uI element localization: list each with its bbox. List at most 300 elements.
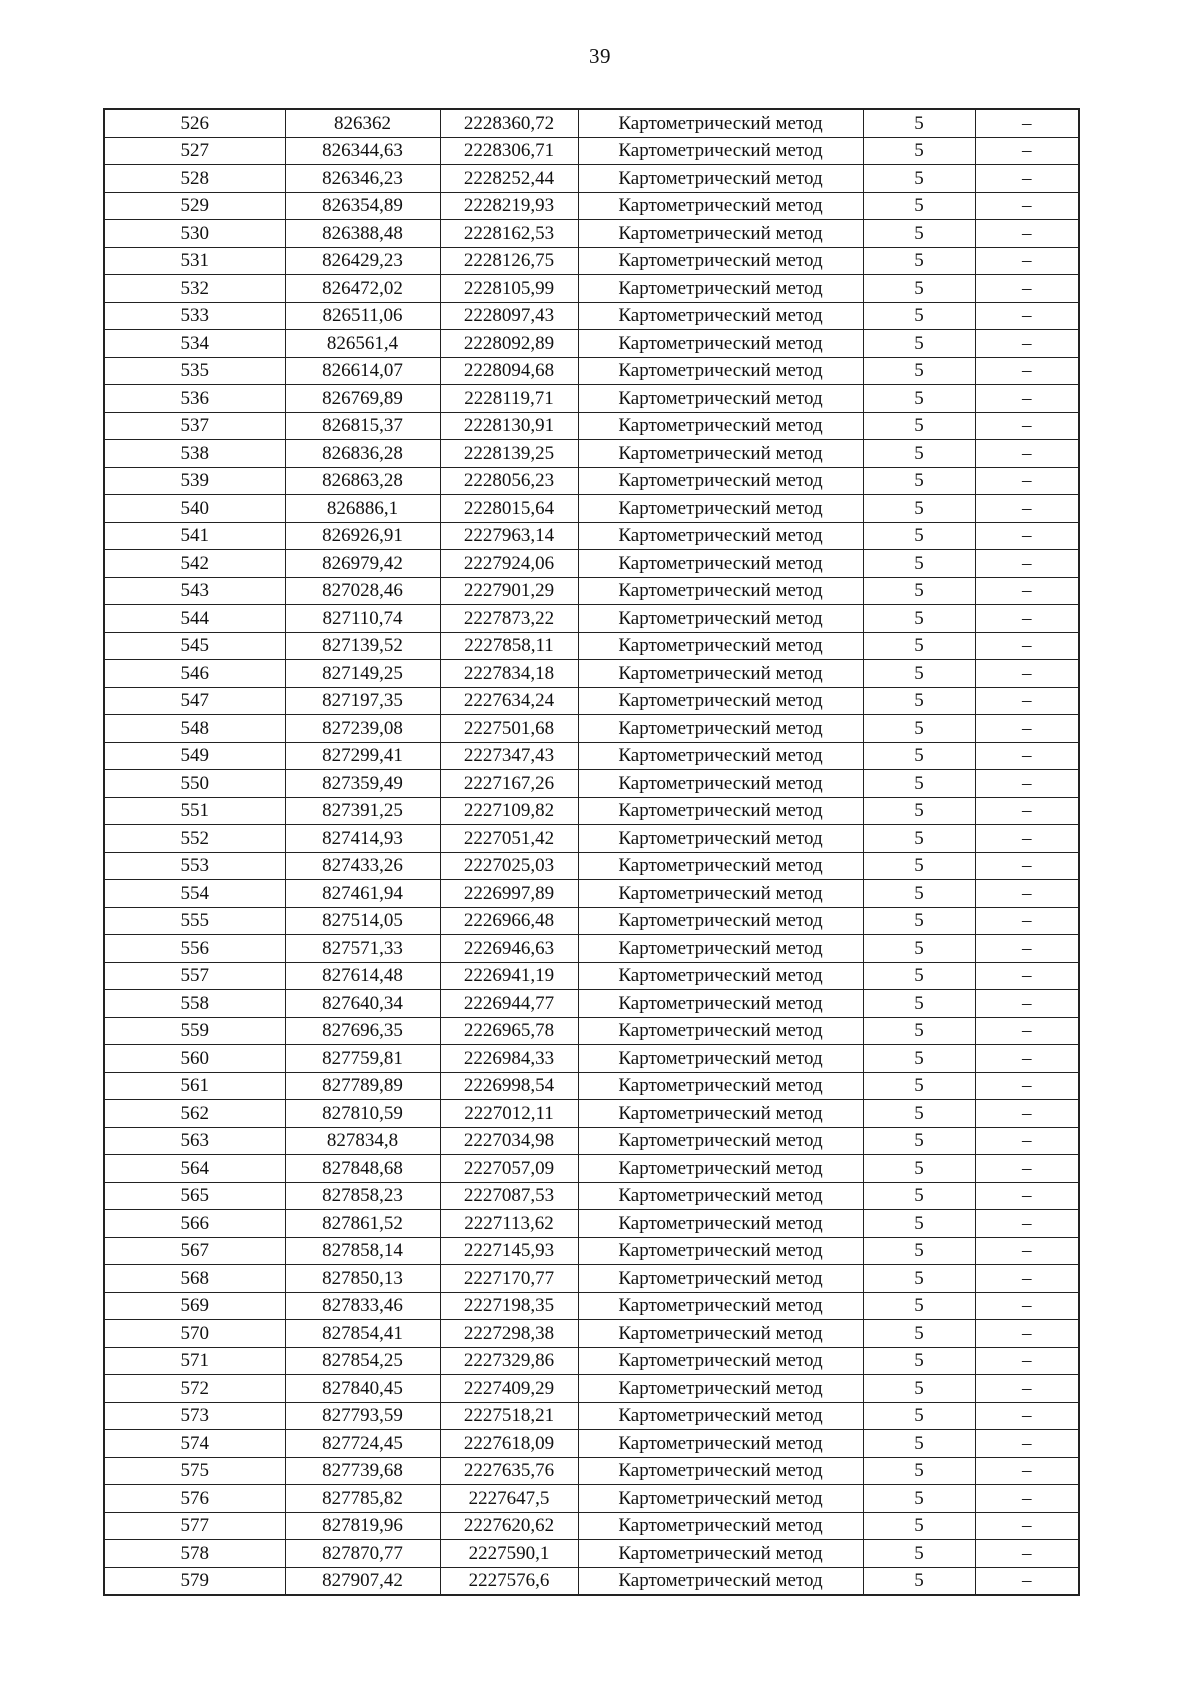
note-cell: – bbox=[975, 990, 1079, 1018]
point-number-cell: 527 bbox=[104, 137, 285, 165]
x-coordinate-cell: 827739,68 bbox=[285, 1457, 440, 1485]
method-cell: Картометрический метод bbox=[578, 412, 863, 440]
point-number-cell: 579 bbox=[104, 1567, 285, 1595]
table-row bbox=[104, 1430, 1079, 1458]
y-coordinate-cell: 2228130,91 bbox=[440, 412, 578, 440]
table-row bbox=[104, 907, 1079, 935]
note-cell: – bbox=[975, 247, 1079, 275]
note-cell: – bbox=[975, 935, 1079, 963]
note-cell: – bbox=[975, 192, 1079, 220]
table-row bbox=[104, 1182, 1079, 1210]
point-number-cell: 568 bbox=[104, 1265, 285, 1293]
method-cell: Картометрический метод bbox=[578, 660, 863, 688]
table-row bbox=[104, 770, 1079, 798]
point-number-cell: 537 bbox=[104, 412, 285, 440]
x-coordinate-cell: 827514,05 bbox=[285, 907, 440, 935]
point-number-cell: 558 bbox=[104, 990, 285, 1018]
accuracy-cell: 5 bbox=[863, 1045, 975, 1073]
x-coordinate-cell: 827391,25 bbox=[285, 797, 440, 825]
y-coordinate-cell: 2226966,48 bbox=[440, 907, 578, 935]
accuracy-cell: 5 bbox=[863, 907, 975, 935]
table-row bbox=[104, 1402, 1079, 1430]
x-coordinate-cell: 827724,45 bbox=[285, 1430, 440, 1458]
method-cell: Картометрический метод bbox=[578, 742, 863, 770]
y-coordinate-cell: 2227647,5 bbox=[440, 1485, 578, 1513]
note-cell: – bbox=[975, 1457, 1079, 1485]
point-number-cell: 567 bbox=[104, 1237, 285, 1265]
method-cell: Картометрический метод bbox=[578, 1347, 863, 1375]
method-cell: Картометрический метод bbox=[578, 605, 863, 633]
y-coordinate-cell: 2228139,25 bbox=[440, 440, 578, 468]
y-coordinate-cell: 2226946,63 bbox=[440, 935, 578, 963]
point-number-cell: 569 bbox=[104, 1292, 285, 1320]
method-cell: Картометрический метод bbox=[578, 1017, 863, 1045]
y-coordinate-cell: 2228162,53 bbox=[440, 220, 578, 248]
y-coordinate-cell: 2227518,21 bbox=[440, 1402, 578, 1430]
x-coordinate-cell: 826344,63 bbox=[285, 137, 440, 165]
table-row bbox=[104, 1347, 1079, 1375]
table-row bbox=[104, 1540, 1079, 1568]
y-coordinate-cell: 2227145,93 bbox=[440, 1237, 578, 1265]
accuracy-cell: 5 bbox=[863, 137, 975, 165]
note-cell: – bbox=[975, 715, 1079, 743]
point-number-cell: 555 bbox=[104, 907, 285, 935]
table-row bbox=[104, 1375, 1079, 1403]
point-number-cell: 536 bbox=[104, 385, 285, 413]
method-cell: Картометрический метод bbox=[578, 1182, 863, 1210]
accuracy-cell: 5 bbox=[863, 1017, 975, 1045]
note-cell: – bbox=[975, 825, 1079, 853]
method-cell: Картометрический метод bbox=[578, 825, 863, 853]
point-number-cell: 559 bbox=[104, 1017, 285, 1045]
table-row bbox=[104, 550, 1079, 578]
y-coordinate-cell: 2228306,71 bbox=[440, 137, 578, 165]
accuracy-cell: 5 bbox=[863, 962, 975, 990]
method-cell: Картометрический метод bbox=[578, 1127, 863, 1155]
note-cell: – bbox=[975, 1100, 1079, 1128]
note-cell: – bbox=[975, 1512, 1079, 1540]
point-number-cell: 540 bbox=[104, 495, 285, 523]
note-cell: – bbox=[975, 1320, 1079, 1348]
point-number-cell: 554 bbox=[104, 880, 285, 908]
note-cell: – bbox=[975, 137, 1079, 165]
y-coordinate-cell: 2226998,54 bbox=[440, 1072, 578, 1100]
x-coordinate-cell: 827833,46 bbox=[285, 1292, 440, 1320]
accuracy-cell: 5 bbox=[863, 742, 975, 770]
point-number-cell: 543 bbox=[104, 577, 285, 605]
point-number-cell: 546 bbox=[104, 660, 285, 688]
table-row bbox=[104, 1155, 1079, 1183]
y-coordinate-cell: 2227113,62 bbox=[440, 1210, 578, 1238]
point-number-cell: 571 bbox=[104, 1347, 285, 1375]
y-coordinate-cell: 2227576,6 bbox=[440, 1567, 578, 1595]
method-cell: Картометрический метод bbox=[578, 1457, 863, 1485]
accuracy-cell: 5 bbox=[863, 1375, 975, 1403]
point-number-cell: 576 bbox=[104, 1485, 285, 1513]
y-coordinate-cell: 2228219,93 bbox=[440, 192, 578, 220]
y-coordinate-cell: 2228097,43 bbox=[440, 302, 578, 330]
accuracy-cell: 5 bbox=[863, 880, 975, 908]
table-row bbox=[104, 109, 1079, 137]
y-coordinate-cell: 2227501,68 bbox=[440, 715, 578, 743]
x-coordinate-cell: 827696,35 bbox=[285, 1017, 440, 1045]
y-coordinate-cell: 2228360,72 bbox=[440, 109, 578, 137]
accuracy-cell: 5 bbox=[863, 1072, 975, 1100]
point-number-cell: 575 bbox=[104, 1457, 285, 1485]
point-number-cell: 552 bbox=[104, 825, 285, 853]
method-cell: Картометрический метод bbox=[578, 687, 863, 715]
method-cell: Картометрический метод bbox=[578, 109, 863, 137]
method-cell: Картометрический метод bbox=[578, 550, 863, 578]
x-coordinate-cell: 827149,25 bbox=[285, 660, 440, 688]
point-number-cell: 560 bbox=[104, 1045, 285, 1073]
accuracy-cell: 5 bbox=[863, 1182, 975, 1210]
x-coordinate-cell: 827433,26 bbox=[285, 852, 440, 880]
x-coordinate-cell: 826388,48 bbox=[285, 220, 440, 248]
note-cell: – bbox=[975, 632, 1079, 660]
note-cell: – bbox=[975, 1430, 1079, 1458]
y-coordinate-cell: 2227167,26 bbox=[440, 770, 578, 798]
note-cell: – bbox=[975, 1210, 1079, 1238]
method-cell: Картометрический метод bbox=[578, 962, 863, 990]
accuracy-cell: 5 bbox=[863, 1457, 975, 1485]
note-cell: – bbox=[975, 1402, 1079, 1430]
note-cell: – bbox=[975, 1540, 1079, 1568]
x-coordinate-cell: 827854,25 bbox=[285, 1347, 440, 1375]
point-number-cell: 549 bbox=[104, 742, 285, 770]
x-coordinate-cell: 827571,33 bbox=[285, 935, 440, 963]
method-cell: Картометрический метод bbox=[578, 1292, 863, 1320]
x-coordinate-cell: 827858,23 bbox=[285, 1182, 440, 1210]
x-coordinate-cell: 827759,81 bbox=[285, 1045, 440, 1073]
note-cell: – bbox=[975, 797, 1079, 825]
x-coordinate-cell: 827785,82 bbox=[285, 1485, 440, 1513]
method-cell: Картометрический метод bbox=[578, 770, 863, 798]
x-coordinate-cell: 827858,14 bbox=[285, 1237, 440, 1265]
point-number-cell: 572 bbox=[104, 1375, 285, 1403]
table-row bbox=[104, 577, 1079, 605]
point-number-cell: 535 bbox=[104, 357, 285, 385]
method-cell: Картометрический метод bbox=[578, 1155, 863, 1183]
table-row bbox=[104, 1237, 1079, 1265]
table-row bbox=[104, 880, 1079, 908]
table-row bbox=[104, 1127, 1079, 1155]
point-number-cell: 577 bbox=[104, 1512, 285, 1540]
accuracy-cell: 5 bbox=[863, 1540, 975, 1568]
y-coordinate-cell: 2227087,53 bbox=[440, 1182, 578, 1210]
x-coordinate-cell: 827850,13 bbox=[285, 1265, 440, 1293]
method-cell: Картометрический метод bbox=[578, 1540, 863, 1568]
point-number-cell: 553 bbox=[104, 852, 285, 880]
y-coordinate-cell: 2226941,19 bbox=[440, 962, 578, 990]
method-cell: Картометрический метод bbox=[578, 220, 863, 248]
accuracy-cell: 5 bbox=[863, 1210, 975, 1238]
note-cell: – bbox=[975, 522, 1079, 550]
table-row bbox=[104, 192, 1079, 220]
x-coordinate-cell: 827789,89 bbox=[285, 1072, 440, 1100]
x-coordinate-cell: 827359,49 bbox=[285, 770, 440, 798]
method-cell: Картометрический метод bbox=[578, 577, 863, 605]
method-cell: Картометрический метод bbox=[578, 137, 863, 165]
x-coordinate-cell: 827414,93 bbox=[285, 825, 440, 853]
y-coordinate-cell: 2227409,29 bbox=[440, 1375, 578, 1403]
table-row bbox=[104, 1457, 1079, 1485]
y-coordinate-cell: 2226965,78 bbox=[440, 1017, 578, 1045]
note-cell: – bbox=[975, 275, 1079, 303]
note-cell: – bbox=[975, 1127, 1079, 1155]
table-row bbox=[104, 1210, 1079, 1238]
x-coordinate-cell: 827870,77 bbox=[285, 1540, 440, 1568]
note-cell: – bbox=[975, 687, 1079, 715]
method-cell: Картометрический метод bbox=[578, 1045, 863, 1073]
accuracy-cell: 5 bbox=[863, 1402, 975, 1430]
point-number-cell: 548 bbox=[104, 715, 285, 743]
x-coordinate-cell: 826362 bbox=[285, 109, 440, 137]
accuracy-cell: 5 bbox=[863, 935, 975, 963]
y-coordinate-cell: 2227170,77 bbox=[440, 1265, 578, 1293]
method-cell: Картометрический метод bbox=[578, 1375, 863, 1403]
y-coordinate-cell: 2227051,42 bbox=[440, 825, 578, 853]
table-row bbox=[104, 412, 1079, 440]
note-cell: – bbox=[975, 1155, 1079, 1183]
method-cell: Картометрический метод bbox=[578, 495, 863, 523]
accuracy-cell: 5 bbox=[863, 109, 975, 137]
point-number-cell: 541 bbox=[104, 522, 285, 550]
method-cell: Картометрический метод bbox=[578, 852, 863, 880]
table-row bbox=[104, 1072, 1079, 1100]
point-number-cell: 574 bbox=[104, 1430, 285, 1458]
table-row bbox=[104, 1292, 1079, 1320]
accuracy-cell: 5 bbox=[863, 852, 975, 880]
y-coordinate-cell: 2227198,35 bbox=[440, 1292, 578, 1320]
x-coordinate-cell: 826836,28 bbox=[285, 440, 440, 468]
accuracy-cell: 5 bbox=[863, 440, 975, 468]
y-coordinate-cell: 2227873,22 bbox=[440, 605, 578, 633]
accuracy-cell: 5 bbox=[863, 1430, 975, 1458]
x-coordinate-cell: 826863,28 bbox=[285, 467, 440, 495]
x-coordinate-cell: 827848,68 bbox=[285, 1155, 440, 1183]
y-coordinate-cell: 2227634,24 bbox=[440, 687, 578, 715]
method-cell: Картометрический метод bbox=[578, 715, 863, 743]
table-row bbox=[104, 440, 1079, 468]
x-coordinate-cell: 827854,41 bbox=[285, 1320, 440, 1348]
x-coordinate-cell: 826429,23 bbox=[285, 247, 440, 275]
x-coordinate-cell: 826561,4 bbox=[285, 330, 440, 358]
accuracy-cell: 5 bbox=[863, 1485, 975, 1513]
method-cell: Картометрический метод bbox=[578, 935, 863, 963]
note-cell: – bbox=[975, 385, 1079, 413]
method-cell: Картометрический метод bbox=[578, 330, 863, 358]
method-cell: Картометрический метод bbox=[578, 1072, 863, 1100]
method-cell: Картометрический метод bbox=[578, 1210, 863, 1238]
method-cell: Картометрический метод bbox=[578, 440, 863, 468]
point-number-cell: 528 bbox=[104, 165, 285, 193]
y-coordinate-cell: 2228015,64 bbox=[440, 495, 578, 523]
y-coordinate-cell: 2226997,89 bbox=[440, 880, 578, 908]
table-row bbox=[104, 137, 1079, 165]
x-coordinate-cell: 827640,34 bbox=[285, 990, 440, 1018]
accuracy-cell: 5 bbox=[863, 522, 975, 550]
accuracy-cell: 5 bbox=[863, 1100, 975, 1128]
y-coordinate-cell: 2227329,86 bbox=[440, 1347, 578, 1375]
coordinates-table-body bbox=[104, 109, 1079, 1595]
note-cell: – bbox=[975, 770, 1079, 798]
table-row bbox=[104, 687, 1079, 715]
x-coordinate-cell: 827139,52 bbox=[285, 632, 440, 660]
note-cell: – bbox=[975, 440, 1079, 468]
table-row bbox=[104, 220, 1079, 248]
accuracy-cell: 5 bbox=[863, 1292, 975, 1320]
x-coordinate-cell: 827861,52 bbox=[285, 1210, 440, 1238]
point-number-cell: 530 bbox=[104, 220, 285, 248]
y-coordinate-cell: 2228056,23 bbox=[440, 467, 578, 495]
note-cell: – bbox=[975, 495, 1079, 523]
page-number: 39 bbox=[589, 44, 611, 68]
method-cell: Картометрический метод bbox=[578, 1567, 863, 1595]
method-cell: Картометрический метод bbox=[578, 522, 863, 550]
note-cell: – bbox=[975, 1265, 1079, 1293]
table-row bbox=[104, 962, 1079, 990]
y-coordinate-cell: 2228092,89 bbox=[440, 330, 578, 358]
y-coordinate-cell: 2227924,06 bbox=[440, 550, 578, 578]
point-number-cell: 563 bbox=[104, 1127, 285, 1155]
accuracy-cell: 5 bbox=[863, 715, 975, 743]
point-number-cell: 551 bbox=[104, 797, 285, 825]
note-cell: – bbox=[975, 302, 1079, 330]
y-coordinate-cell: 2227834,18 bbox=[440, 660, 578, 688]
accuracy-cell: 5 bbox=[863, 1265, 975, 1293]
accuracy-cell: 5 bbox=[863, 687, 975, 715]
note-cell: – bbox=[975, 165, 1079, 193]
accuracy-cell: 5 bbox=[863, 1347, 975, 1375]
table-row bbox=[104, 1512, 1079, 1540]
accuracy-cell: 5 bbox=[863, 220, 975, 248]
method-cell: Картометрический метод bbox=[578, 165, 863, 193]
accuracy-cell: 5 bbox=[863, 165, 975, 193]
method-cell: Картометрический метод bbox=[578, 1512, 863, 1540]
note-cell: – bbox=[975, 880, 1079, 908]
accuracy-cell: 5 bbox=[863, 467, 975, 495]
method-cell: Картометрический метод bbox=[578, 1100, 863, 1128]
point-number-cell: 573 bbox=[104, 1402, 285, 1430]
note-cell: – bbox=[975, 1292, 1079, 1320]
method-cell: Картометрический метод bbox=[578, 907, 863, 935]
coordinates-table bbox=[103, 108, 1080, 1596]
x-coordinate-cell: 826354,89 bbox=[285, 192, 440, 220]
table-row bbox=[104, 1485, 1079, 1513]
point-number-cell: 566 bbox=[104, 1210, 285, 1238]
table-row bbox=[104, 825, 1079, 853]
x-coordinate-cell: 827819,96 bbox=[285, 1512, 440, 1540]
accuracy-cell: 5 bbox=[863, 247, 975, 275]
point-number-cell: 557 bbox=[104, 962, 285, 990]
method-cell: Картометрический метод bbox=[578, 632, 863, 660]
method-cell: Картометрический метод bbox=[578, 990, 863, 1018]
accuracy-cell: 5 bbox=[863, 1155, 975, 1183]
note-cell: – bbox=[975, 1347, 1079, 1375]
accuracy-cell: 5 bbox=[863, 577, 975, 605]
method-cell: Картометрический метод bbox=[578, 1265, 863, 1293]
point-number-cell: 526 bbox=[104, 109, 285, 137]
point-number-cell: 545 bbox=[104, 632, 285, 660]
accuracy-cell: 5 bbox=[863, 302, 975, 330]
table-row bbox=[104, 797, 1079, 825]
x-coordinate-cell: 827197,35 bbox=[285, 687, 440, 715]
note-cell: – bbox=[975, 1567, 1079, 1595]
method-cell: Картометрический метод bbox=[578, 1485, 863, 1513]
point-number-cell: 532 bbox=[104, 275, 285, 303]
note-cell: – bbox=[975, 1017, 1079, 1045]
table-row bbox=[104, 1567, 1079, 1595]
x-coordinate-cell: 827834,8 bbox=[285, 1127, 440, 1155]
y-coordinate-cell: 2227901,29 bbox=[440, 577, 578, 605]
note-cell: – bbox=[975, 907, 1079, 935]
accuracy-cell: 5 bbox=[863, 1512, 975, 1540]
table-row bbox=[104, 935, 1079, 963]
y-coordinate-cell: 2228119,71 bbox=[440, 385, 578, 413]
accuracy-cell: 5 bbox=[863, 605, 975, 633]
x-coordinate-cell: 826926,91 bbox=[285, 522, 440, 550]
note-cell: – bbox=[975, 962, 1079, 990]
note-cell: – bbox=[975, 1485, 1079, 1513]
point-number-cell: 547 bbox=[104, 687, 285, 715]
accuracy-cell: 5 bbox=[863, 385, 975, 413]
method-cell: Картометрический метод bbox=[578, 357, 863, 385]
point-number-cell: 550 bbox=[104, 770, 285, 798]
note-cell: – bbox=[975, 330, 1079, 358]
y-coordinate-cell: 2227057,09 bbox=[440, 1155, 578, 1183]
point-number-cell: 578 bbox=[104, 1540, 285, 1568]
y-coordinate-cell: 2226944,77 bbox=[440, 990, 578, 1018]
y-coordinate-cell: 2228252,44 bbox=[440, 165, 578, 193]
table-row bbox=[104, 357, 1079, 385]
accuracy-cell: 5 bbox=[863, 770, 975, 798]
method-cell: Картометрический метод bbox=[578, 275, 863, 303]
table-row bbox=[104, 742, 1079, 770]
y-coordinate-cell: 2227012,11 bbox=[440, 1100, 578, 1128]
accuracy-cell: 5 bbox=[863, 1237, 975, 1265]
x-coordinate-cell: 826511,06 bbox=[285, 302, 440, 330]
table-row bbox=[104, 247, 1079, 275]
point-number-cell: 565 bbox=[104, 1182, 285, 1210]
x-coordinate-cell: 827299,41 bbox=[285, 742, 440, 770]
accuracy-cell: 5 bbox=[863, 495, 975, 523]
note-cell: – bbox=[975, 1375, 1079, 1403]
note-cell: – bbox=[975, 1182, 1079, 1210]
y-coordinate-cell: 2227347,43 bbox=[440, 742, 578, 770]
method-cell: Картометрический метод bbox=[578, 1430, 863, 1458]
accuracy-cell: 5 bbox=[863, 330, 975, 358]
note-cell: – bbox=[975, 467, 1079, 495]
note-cell: – bbox=[975, 1045, 1079, 1073]
y-coordinate-cell: 2227858,11 bbox=[440, 632, 578, 660]
y-coordinate-cell: 2227620,62 bbox=[440, 1512, 578, 1540]
method-cell: Картометрический метод bbox=[578, 1402, 863, 1430]
table-row bbox=[104, 990, 1079, 1018]
note-cell: – bbox=[975, 605, 1079, 633]
table-row bbox=[104, 385, 1079, 413]
accuracy-cell: 5 bbox=[863, 550, 975, 578]
table-row bbox=[104, 467, 1079, 495]
table-row bbox=[104, 165, 1079, 193]
table-row bbox=[104, 1265, 1079, 1293]
note-cell: – bbox=[975, 550, 1079, 578]
point-number-cell: 534 bbox=[104, 330, 285, 358]
table-row bbox=[104, 522, 1079, 550]
point-number-cell: 564 bbox=[104, 1155, 285, 1183]
note-cell: – bbox=[975, 1237, 1079, 1265]
point-number-cell: 533 bbox=[104, 302, 285, 330]
